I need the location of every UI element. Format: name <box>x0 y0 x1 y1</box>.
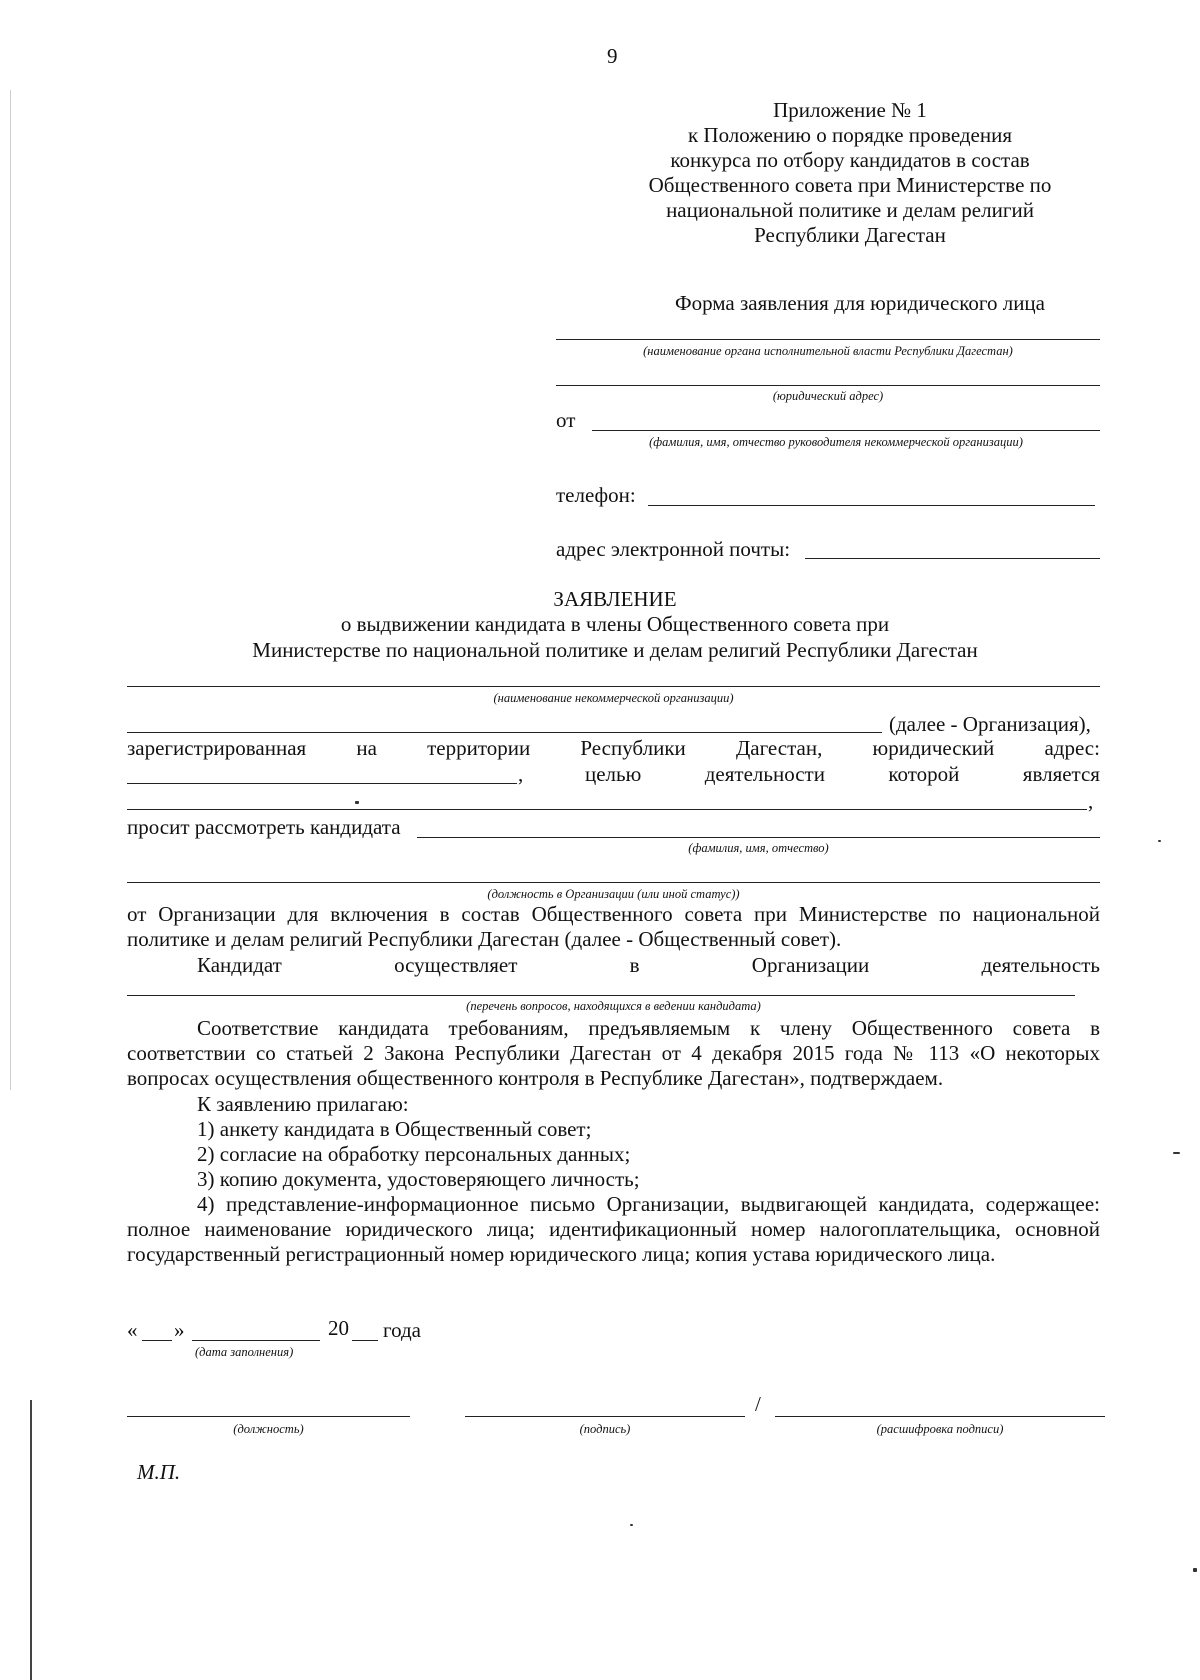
attach-item: 2) согласие на обработку персональных данных; <box>197 1142 631 1166</box>
year-suffix: года <box>383 1318 421 1342</box>
signature-caption: (подпись) <box>579 1422 631 1436</box>
word: Республики <box>580 736 686 760</box>
date-caption: (дата заполнения) <box>195 1345 294 1359</box>
page-number: 9 <box>607 44 618 68</box>
stamp-place: М.П. <box>137 1460 181 1484</box>
appendix-line: к Положению о порядке проведения <box>687 123 1013 147</box>
scan-speck <box>355 801 359 804</box>
attach-item: государственный регистрационный номер юридического лица; копия устава юридического лица. <box>127 1242 996 1266</box>
compliance-text: соответствии со статьей 2 Закона Республики Дагестан от 4 декабря 2015 года № 113 «О некоторых <box>127 1041 1100 1065</box>
date-close-quote: » <box>174 1318 185 1342</box>
legal-address-line[interactable] <box>127 783 517 784</box>
word: юридический <box>872 736 995 760</box>
scan-speck <box>1193 1568 1197 1572</box>
appendix-line: Общественного совета при Министерстве по <box>648 173 1052 197</box>
address-caption: (юридический адрес) <box>772 389 884 403</box>
phone-line[interactable] <box>648 505 1095 506</box>
appendix-block <box>600 98 1100 248</box>
authority-caption: (наименование органа исполнительной власти Республики Дагестан) <box>643 344 1013 358</box>
ask-label: просит рассмотреть кандидата <box>127 815 401 839</box>
date-month-line[interactable] <box>192 1340 320 1341</box>
word: Дагестан, <box>735 736 823 760</box>
word: зарегистрированная <box>127 736 307 760</box>
attach-item: 1) анкету кандидата в Общественный совет; <box>197 1117 592 1141</box>
head-caption: (фамилия, имя, отчество руководителя некоммерческой организации) <box>649 435 1023 449</box>
appendix-line: конкурса по отбору кандидатов в состав <box>670 148 1030 172</box>
hereinafter-org: (далее - Организация), <box>889 712 1091 736</box>
activity-issues-line[interactable] <box>127 995 1075 996</box>
compliance-text: Соответствие кандидата требованиям, предъявляемым к члену Общественного совета в <box>197 1016 1100 1040</box>
statement-subtitle: Министерстве по национальной политике и делам религий Республики Дагестан <box>252 638 978 662</box>
date-open-quote: « <box>127 1318 138 1342</box>
appendix-line: Республики Дагестан <box>754 223 946 247</box>
fio-caption: (фамилия, имя, отчество) <box>688 841 829 855</box>
org-name-line-2[interactable] <box>127 732 882 733</box>
decoding-caption: (расшифровка подписи) <box>876 1422 1004 1436</box>
date-year-line[interactable] <box>352 1340 378 1341</box>
scan-edge-line <box>30 1400 32 1680</box>
candidate-fio-line[interactable] <box>417 837 1100 838</box>
signature-line[interactable] <box>465 1416 745 1417</box>
inclusion-text: от Организации для включения в состав Общественного совета при Министерстве по национальной <box>127 902 1100 926</box>
email-label: адрес электронной почты: <box>556 537 791 561</box>
word: является <box>1022 762 1100 786</box>
statement-title: ЗАЯВЛЕНИЕ <box>553 587 677 611</box>
position-caption-footer: (должность) <box>233 1422 304 1436</box>
inclusion-text: политике и делам религий Республики Дагестан (далее - Общественный совет). <box>127 927 842 951</box>
position-caption: (должность в Организации (или иной статус)) <box>487 887 740 901</box>
date-day-line[interactable] <box>142 1340 172 1341</box>
comma: , <box>518 762 524 786</box>
attach-item: 3) копию документа, удостоверяющего личность; <box>197 1167 640 1191</box>
statement-subtitle: о выдвижении кандидата в члены Общественного совета при <box>340 612 890 636</box>
scan-speck <box>1158 840 1161 842</box>
issues-caption: (перечень вопросов, находящихся в ведении кандидата) <box>466 999 761 1013</box>
position-signature-line[interactable] <box>127 1416 410 1417</box>
scan-speck <box>630 1524 633 1526</box>
word: в <box>629 953 640 977</box>
registered-line <box>127 736 1100 761</box>
from-label: от <box>556 408 576 432</box>
comma: , <box>1088 789 1094 813</box>
purpose-text-line[interactable] <box>127 809 1087 810</box>
scan-speck <box>1173 1152 1180 1154</box>
candidate-position-line[interactable] <box>127 882 1100 883</box>
word: адрес: <box>1044 736 1100 760</box>
org-caption: (наименование некоммерческой организации) <box>493 691 734 705</box>
word: деятельности <box>704 762 825 786</box>
activity-line <box>197 953 1100 978</box>
attach-item: 4) представление-информационное письмо Организации, выдвигающей кандидата, содержащее: <box>197 1192 1100 1216</box>
org-name-line[interactable] <box>127 686 1100 687</box>
slash: / <box>755 1392 761 1416</box>
form-title: Форма заявления для юридического лица <box>675 291 1045 315</box>
word: Кандидат <box>197 953 282 977</box>
attach-intro: К заявлению прилагаю: <box>197 1092 409 1116</box>
signature-decoding-line[interactable] <box>775 1416 1105 1417</box>
attach-item: полное наименование юридического лица; идентификационный номер налогоплательщика, основной <box>127 1217 1100 1241</box>
address-line[interactable] <box>556 385 1100 386</box>
email-line[interactable] <box>805 558 1100 559</box>
authority-name-line[interactable] <box>556 339 1100 340</box>
appendix-line: Приложение № 1 <box>773 98 927 122</box>
word: осуществляет <box>394 953 518 977</box>
appendix-line: национальной политике и делам религий <box>666 198 1034 222</box>
from-line[interactable] <box>592 430 1100 431</box>
word: деятельность <box>981 953 1100 977</box>
word: Организации <box>751 953 870 977</box>
phone-label: телефон: <box>556 483 636 507</box>
compliance-text: вопросах осуществления общественного контроля в Республике Дагестан», подтверждаем. <box>127 1066 944 1090</box>
word: целью <box>585 762 642 786</box>
year-prefix: 20 <box>328 1316 349 1340</box>
word: на <box>356 736 377 760</box>
word: территории <box>427 736 531 760</box>
word: которой <box>888 762 960 786</box>
purpose-line <box>585 762 1100 787</box>
